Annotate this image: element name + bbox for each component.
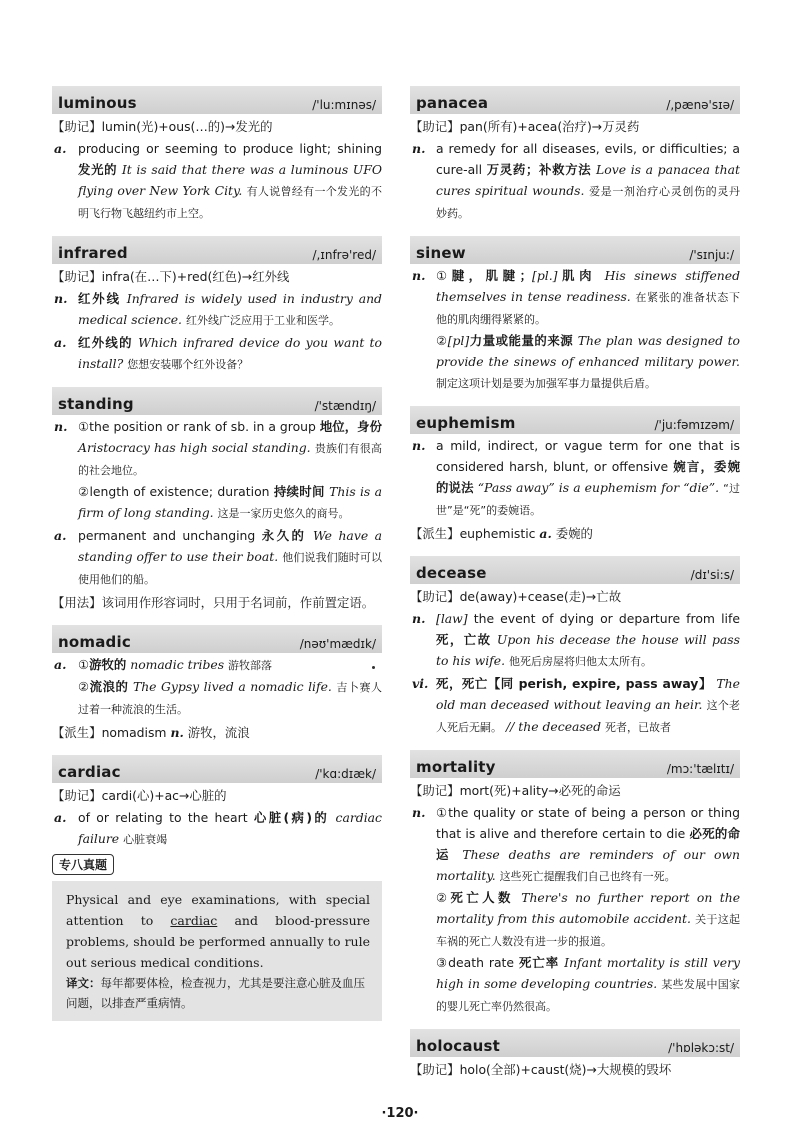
part-of-speech: a. [54, 657, 67, 672]
headword: holocaust [416, 1037, 501, 1055]
memory-label: 【助记】 [410, 119, 460, 134]
separator: // [505, 719, 515, 734]
definition [410, 265, 740, 394]
entry-header [410, 1029, 740, 1057]
definition-en: of or relating to the heart [78, 810, 248, 825]
derivative-pos: n. [170, 725, 184, 740]
part-of-speech: n. [54, 291, 68, 306]
memory-text: lumin(光)+ous(…的)→发光的 [101, 119, 273, 134]
example-en: The Gypsy lived a nomadic life. [132, 679, 332, 694]
example-en: This is a firm of long standing. [78, 484, 382, 520]
part-of-speech: vi. [412, 676, 429, 691]
memory-label: 【助记】 [410, 1062, 460, 1077]
entry-decease [410, 556, 740, 738]
sense-number: ① [436, 805, 449, 820]
definition [52, 654, 382, 720]
example-zh: 这是一家历史悠久的商号。 [217, 507, 350, 520]
example-zh-2: 死者，已故者 [605, 721, 671, 734]
definition-zh: 红外线 [78, 291, 121, 306]
pronunciation: /'ju:fəmɪzəm/ [654, 418, 734, 432]
part-of-speech: a. [54, 141, 67, 156]
entry-holocaust [410, 1029, 740, 1080]
memory-aid [410, 1059, 740, 1080]
example-en: Aristocracy has high social standing. [78, 440, 311, 455]
entry-header [52, 755, 382, 783]
entry-header [52, 387, 382, 415]
definition [410, 673, 740, 738]
entry-header [410, 556, 740, 584]
translation-label: 译文： [66, 976, 101, 990]
sense-number: ③ [436, 955, 449, 970]
example-en: Love is a panacea that cures spiritual wounds. [436, 162, 740, 198]
pronunciation: /dɪ'si:s/ [690, 568, 734, 582]
headword: decease [416, 564, 487, 582]
example-zh: 吉卜赛人过着一种流浪的生活。 [78, 681, 382, 716]
memory-label: 【助记】 [410, 783, 460, 798]
example-en: His sinews stiffened themselves in tense readiness. [436, 268, 741, 304]
entry-header [410, 750, 740, 778]
sense-number: ② [78, 679, 90, 694]
pronunciation: /,pænə'sɪə/ [666, 98, 734, 112]
sense-number: ② [78, 484, 90, 499]
example-zh: 您想安装哪个红外设备？ [127, 358, 249, 371]
exam-sentence [66, 889, 370, 973]
definition-zh: 腱，肌腱； [451, 268, 532, 283]
definition-en: permanent and unchanging [78, 528, 256, 543]
definition [410, 608, 740, 672]
definition-en: the event of dying or departure from life [473, 611, 740, 626]
sense-number: ① [436, 268, 452, 283]
entry-mortality [410, 750, 740, 1017]
pronunciation: /'hɒləkɔ:st/ [668, 1041, 734, 1055]
memory-label: 【助记】 [410, 589, 460, 604]
memory-label: 【助记】 [52, 119, 102, 134]
exam-tag: 专八真题 [52, 854, 114, 875]
entry-standing [52, 387, 382, 613]
example-en: “Pass away” is a euphemism for “die”. [477, 480, 720, 495]
memory-aid [52, 116, 382, 137]
headword: mortality [416, 758, 496, 776]
pronunciation: /'sɪnju:/ [689, 248, 734, 262]
headword: cardiac [58, 763, 121, 781]
sense-2 [78, 481, 382, 524]
definition-zh: 力量或能量的来源 [469, 333, 574, 348]
example-en-2: the deceased [518, 719, 602, 734]
headword: panacea [416, 94, 489, 112]
derivative-zh: 委婉的 [555, 526, 593, 541]
usage-tag: [pl.] [532, 268, 558, 283]
definition-zh: 死，亡故 [436, 632, 492, 647]
definition [52, 416, 382, 524]
definition-zh: 心脏(病)的 [253, 810, 330, 825]
pronunciation: /,ɪnfrə'red/ [312, 248, 376, 262]
headword: luminous [58, 94, 137, 112]
part-of-speech: n. [412, 141, 426, 156]
derivative [410, 523, 740, 544]
definition-zh: 红外线的 [78, 335, 133, 350]
derivative-label: 【派生】 [52, 725, 102, 740]
entry-sinew [410, 236, 740, 394]
entry-header [410, 86, 740, 114]
part-of-speech: n. [412, 611, 426, 626]
definition [52, 288, 382, 331]
part-of-speech: n. [412, 805, 426, 820]
part-of-speech: n. [412, 438, 426, 453]
sense-number: ② [436, 890, 451, 905]
example-zh: 心脏衰竭 [123, 833, 168, 846]
definition-en: the quality or state of being a person or thing that is alive and therefore certain to die [436, 805, 741, 841]
sense-3 [436, 952, 740, 1017]
stray-dot [372, 666, 375, 669]
definition-en: the position or rank of sb. in a group [89, 419, 316, 434]
entry-header [52, 236, 382, 264]
entry-header [410, 236, 740, 264]
sense-1 [78, 654, 382, 676]
definition-en: producing or seeming to produce light; shining [78, 141, 382, 156]
definition-zh-2: 肌肉 [557, 268, 597, 283]
sense-1 [436, 265, 740, 330]
part-of-speech: n. [54, 419, 68, 434]
example-zh: 游牧部落 [228, 659, 273, 672]
headword: sinew [416, 244, 466, 262]
sense-number: ① [78, 419, 90, 434]
pronunciation: /mɔ:'tælɪtɪ/ [666, 762, 734, 776]
definition-zh: 游牧的 [89, 657, 127, 672]
example-zh: 某些发展中国家的婴儿死亡率仍然很高。 [436, 978, 740, 1013]
memory-aid [52, 785, 382, 806]
usage-tag: [law] [436, 611, 468, 626]
definition [410, 138, 740, 224]
pronunciation: /nəʊ'mædɪk/ [299, 637, 376, 651]
memory-aid [410, 586, 740, 607]
usage-tag: [pl] [447, 333, 470, 348]
page-number: ·120· [381, 1106, 419, 1121]
exam-section [52, 854, 382, 1021]
example-zh: 他死后房屋将归他太太所有。 [509, 655, 652, 668]
example-zh: 贵族们有很高的社会地位。 [78, 442, 382, 477]
derivative-word: euphemistic [459, 526, 536, 541]
example-en: The plan was designed to provide the sinews of enhanced military power. [436, 333, 741, 369]
entry-cardiac [52, 755, 382, 1021]
derivative-pos: a. [539, 526, 552, 541]
definition-zh: 死亡率 [519, 955, 560, 970]
entry-header [410, 406, 740, 434]
translation-text: 每年都要体检，检查视力，尤其是要注意心脏及血压问题，以排查严重病情。 [66, 976, 365, 1010]
headword: infrared [58, 244, 128, 262]
headword: nomadic [58, 633, 131, 651]
sense-2 [78, 676, 382, 720]
example-en: cardiac failure [78, 810, 382, 846]
pronunciation: /'lu:mɪnəs/ [312, 98, 376, 112]
example-en: There's no further report on the mortality from this automobile accident. [436, 890, 741, 926]
example-zh: 这个老人死后无嗣。 [436, 699, 740, 734]
usage-label: 【用法】 [52, 595, 102, 610]
definition-en: length of existence; duration [89, 484, 270, 499]
sense-number: ② [436, 333, 448, 348]
definition [410, 435, 740, 521]
memory-text: pan(所有)+acea(治疗)→万灵药 [459, 119, 640, 134]
definition-zh: 发光的 [78, 162, 118, 177]
definition-zh: 婉言，委婉的说法 [436, 459, 740, 495]
definition-en: death rate [448, 955, 515, 970]
example-en: We have a standing offer to use their boat. [78, 528, 382, 564]
definition-zh: 流浪的 [89, 679, 129, 694]
definition [52, 332, 382, 375]
headword: standing [58, 395, 134, 413]
memory-aid [52, 266, 382, 287]
example-zh: 在紧张的准备状态下他的肌肉绷得紧紧的。 [436, 291, 740, 326]
memory-label: 【助记】 [52, 788, 102, 803]
definition [52, 138, 382, 224]
usage-note [52, 592, 382, 613]
entry-panacea [410, 86, 740, 224]
part-of-speech: n. [412, 268, 426, 283]
example-zh: “过世”是“死”的委婉语。 [436, 482, 740, 517]
memory-aid [410, 116, 740, 137]
example-en: Infant mortality is still very high in some developing countries. [436, 955, 740, 991]
part-of-speech: a. [54, 335, 67, 350]
derivative-word: nomadism [101, 725, 167, 740]
definition [52, 525, 382, 590]
definition [52, 807, 382, 850]
entry-nomadic [52, 625, 382, 743]
pronunciation: /'stændɪŋ/ [314, 399, 376, 413]
memory-label: 【助记】 [52, 269, 102, 284]
example-zh: 爱是一剂治疗心灵创伤的灵丹妙药。 [436, 185, 740, 220]
sense-2 [436, 330, 740, 394]
sense-1 [436, 802, 740, 887]
exam-box [52, 881, 382, 1021]
definition-zh: 万灵药；补救方法 [486, 162, 592, 177]
exam-keyword: cardiac [170, 913, 218, 928]
derivative-label: 【派生】 [410, 526, 460, 541]
pronunciation: /'kɑ:dɪæk/ [315, 767, 376, 781]
example-zh: 有人说曾经有一个发光的不明飞行物飞越纽约市上空。 [78, 185, 382, 220]
entry-luminous [52, 86, 382, 224]
derivative [52, 722, 382, 743]
definition-zh: 死亡人数 [450, 890, 514, 905]
memory-text: holo(全部)+caust(烧)→大规模的毁坏 [459, 1062, 672, 1077]
definition-zh: 地位，身份 [319, 419, 382, 434]
entry-euphemism [410, 406, 740, 544]
exam-text-before: Physical and eye examinations, with special attention to [66, 892, 370, 928]
exam-translation [66, 973, 370, 1013]
exam-text-after: and blood-pressure problems, should be performed annually to rule out serious medical conditions. [66, 913, 371, 970]
definition [410, 802, 740, 1017]
definition-zh: 持续时间 [273, 484, 325, 499]
memory-text: cardi(心)+ac→心脏的 [101, 788, 227, 803]
part-of-speech: a. [54, 528, 67, 543]
definition-zh: 必死的命运 [436, 826, 740, 862]
derivative-zh: 游牧，流浪 [187, 725, 250, 740]
sense-1 [78, 416, 382, 481]
memory-text: infra(在…下)+red(红色)→红外线 [101, 269, 290, 284]
sense-number: ① [78, 657, 90, 672]
memory-aid [410, 780, 740, 801]
part-of-speech: a. [54, 810, 67, 825]
example-zh: 他们说我们随时可以使用他们的船。 [78, 551, 382, 586]
memory-text: mort(死)+ality→必死的命运 [459, 783, 621, 798]
synonyms: 【同 perish, expire, pass away】 [487, 676, 712, 691]
entry-header [52, 625, 382, 653]
example-zh: 关于这起车祸的死亡人数没有进一步的报道。 [436, 913, 740, 948]
entry-infrared [52, 236, 382, 375]
example-en: It is said that there was a luminous UFO flying over New York City. [78, 162, 383, 198]
definition-en: a remedy for all diseases, evils, or difficulties; a cure-all [436, 141, 740, 177]
example-zh: 红外线广泛应用于工业和医学。 [185, 314, 340, 327]
definition-zh: 永久的 [261, 528, 307, 543]
definition-zh: 死，死亡 [436, 676, 488, 691]
entry-header [52, 86, 382, 114]
example-en: Which infrared device do you want to install? [78, 335, 382, 371]
example-zh: 这些死亡提醒我们自己也终有一死。 [499, 870, 676, 883]
example-zh: 制定这项计划是要为加强军事力量提供后盾。 [436, 377, 656, 390]
definition-en: a mild, indirect, or vague term for one that is considered harsh, blunt, or offensive [436, 438, 740, 474]
left-column [52, 86, 382, 1033]
example-en: Upon his decease the house will pass to his wife. [436, 632, 741, 668]
example-en: Infrared is widely used in industry and medical science. [78, 291, 382, 327]
sense-2 [436, 887, 740, 952]
usage-text: 该词用作形容词时，只用于名词前，作前置定语。 [101, 595, 375, 610]
example-en: The old man deceased without leaving an heir. [436, 676, 740, 712]
example-en: nomadic tribes [130, 657, 225, 672]
memory-text: de(away)+cease(走)→亡故 [459, 589, 622, 604]
right-column [410, 86, 740, 1092]
headword: euphemism [416, 414, 516, 432]
example-en: These deaths are reminders of our own mortality. [436, 847, 740, 883]
